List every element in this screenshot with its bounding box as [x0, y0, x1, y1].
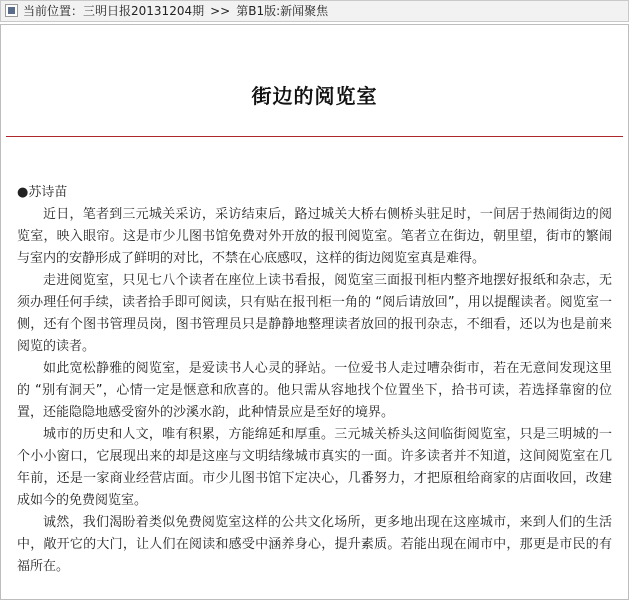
article-paragraph: 诚然，我们渴盼着类似免费阅览室这样的公共文化场所，更多地出现在这座城市，来到人们的生活中，敞开它的大门，让人们在阅读和感受中涵养身心，提升素质。若能出现在闹市中，那更是市民的有福所在。 [17, 515, 612, 574]
article-title: 街边的阅览室 [251, 84, 378, 108]
breadcrumb-bar [0, 0, 629, 22]
breadcrumb-section-link[interactable]: 第B1版:新闻聚焦 [236, 4, 329, 18]
article-paragraph: 城市的历史和人文，唯有积累，方能绵延和厚重。三元城关桥头这间临街阅览室，只是三明城的一个小小窗口，它展现出来的却是这座与文明结缘城市真实的一面。许多读者并不知道，这间阅览室在几年前，还是一家商业经营店面。市少儿图书馆下定决心，几番努力，才把原租给商家的店面收回，改建成如今的免费阅览室。 [17, 427, 612, 508]
breadcrumb [23, 1, 328, 21]
breadcrumb-paper-link[interactable]: 三明日报20131204期 [83, 4, 205, 18]
article-paragraph: 近日，笔者到三元城关采访，采访结束后，路过城关大桥右侧桥头驻足时，一间居于热闹街边的阅览室，映入眼帘。这是市少儿图书馆免费对外开放的报刊阅览室。笔者立在街边，朝里望，街市的繁闹与室内的安静形成了鲜明的对比，不禁在心底感叹，这样的街边阅览室真是难得。 [17, 207, 612, 266]
breadcrumb-separator: >> [210, 4, 231, 18]
breadcrumb-label: 当前位置： [23, 4, 84, 18]
article-frame [0, 24, 629, 600]
article-paragraph: 走进阅览室，只见七八个读者在座位上读书看报，阅览室三面报刊柜内整齐地摆好报纸和杂志，无须办理任何手续，读者拾手即可阅读，只有贴在报刊柜一角的 “阅后请放回”，用以提醒读者。阅览室一侧，还有个图书管理员岗，图书管理员只是静静地整理读者放回的报刊杂志，不细看，还以为也是前来阅览的读者。 [17, 273, 612, 354]
location-icon [5, 4, 18, 17]
article-paragraph: 如此宽松静雅的阅览室，是爱读书人心灵的驿站。一位爱书人走过嘈杂街市，若在无意间发现这里的 “别有洞天”，心情一定是惬意和欣喜的。他只需从容地找个位置坐下，拾书可读，若选择靠窗的位置，还能隐隐地感受窗外的沙溪水韵，此种情景应是至好的境界。 [17, 361, 612, 420]
title-divider [6, 136, 623, 137]
article-author: ●苏诗苗 [17, 185, 68, 200]
article-body [17, 182, 612, 578]
